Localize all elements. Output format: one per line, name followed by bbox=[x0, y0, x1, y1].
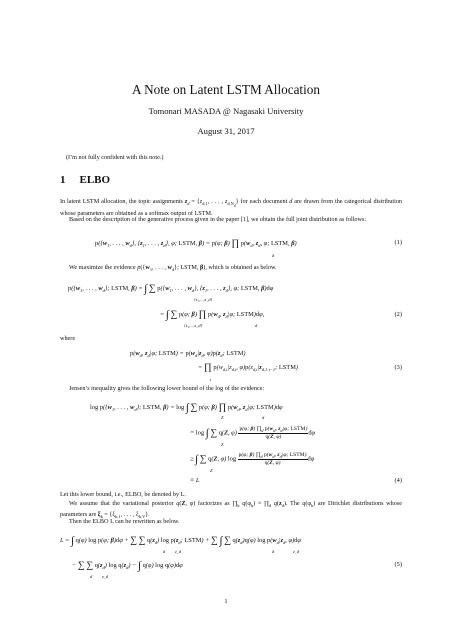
paper-author: Tomonari MASADA @ Nagasaki University bbox=[148, 106, 304, 116]
eq2-sum-index-1: {z₁,...,z_d} bbox=[194, 297, 213, 302]
paragraph-intro: In latent LSTM allocation, the topic assignments $z_d = \{z_{d,1}$, . . . , $z_{d,N_d}$} for each document d are drawn from the categorical distribution whose parameters are obtained as a softmax output of LSTM. bbox=[60, 198, 403, 218]
eq1-product-index: d bbox=[272, 253, 275, 258]
paper-date: August 31, 2017 bbox=[197, 126, 255, 136]
equation-number-1: (1) bbox=[394, 239, 402, 246]
equation-2-line-1: $p(\{w_1$, . . . , $w_d$}; LSTM, β) = ∫ ∑ $p(\{w_1$, . . . , $w_d$}, {$z_1$, . . . , $z_d$}, φ; LSTM, β)dφ bbox=[68, 283, 274, 295]
equation-number-3: (3) bbox=[394, 364, 402, 371]
paragraph-evidence: We maximize the evidence $p(\{w_1$, . . . , $w_d$}; LSTM, β), which is obtained as below. bbox=[69, 264, 277, 272]
equation-3-line-2: = ∏ $p(w_{d,t}|z_{d,t}$, $\varphi)p(z_{d,t}|z_{d,1:t-1}$; LSTM) bbox=[198, 363, 299, 373]
section-number: 1 bbox=[60, 174, 66, 186]
eq4-product-index-1: d bbox=[262, 415, 265, 420]
equation-1: $p(\{w_1$, . . . , $w_d$}, {$z_1$, . . . , $z_d$}, φ; LSTM, β) = p(φ; β) ∏ $p(w_d$, $z_d$, φ; LSTM, β) bbox=[95, 239, 297, 249]
author-note: (I’m not fully confident with this note.) bbox=[66, 154, 164, 161]
eq5-sum-index-d3: d bbox=[90, 574, 93, 579]
paper-title: A Note on Latent LSTM Allocation bbox=[132, 82, 320, 97]
paragraph-jensen: Jensen’s inequality gives the following lower bound of the log of the evidence: bbox=[69, 385, 265, 392]
eq2-product-index: d bbox=[255, 323, 258, 328]
eq2-sum-index-2: {z₁,...,z_d} bbox=[184, 323, 203, 328]
eq5-sum-index-d1: d bbox=[163, 549, 166, 554]
eq4-sum-index-3: Z bbox=[210, 468, 213, 473]
eq5-sum-index-z1: z_d bbox=[175, 549, 182, 554]
paragraph-generative: Based on the description of the generative process given in the paper [1], we obtain the full joint distribution as follows: bbox=[69, 216, 367, 223]
eq4-sum-index-2: Z bbox=[221, 442, 224, 447]
paragraph-where: where bbox=[60, 335, 76, 342]
equation-3-line-1: $p(w_d$, $z_d|\varphi$; LSTM) = $p(w_d|z_d$, $\varphi)p(z_d$; LSTM) bbox=[130, 350, 246, 358]
eq3-product-index: t bbox=[210, 377, 212, 382]
equation-5-line-2: − ∑ ∑ $q(z_d)$ $\log q(z_d)$ − ∫ q(φ) log q(φ)dφ bbox=[72, 560, 183, 572]
eq5-sum-index-d2: d bbox=[272, 549, 275, 554]
equation-number-2: (2) bbox=[394, 311, 402, 318]
paragraph-lower-bound: Let this lower bound, i.e., ELBO, be denoted by L. bbox=[60, 491, 186, 498]
paragraph-variational: We assume that the variational posterior q(Z, φ) factorizes as $\prod_k$ $q(\varphi_k)$ × $\prod_d$ $q(z_d)$. The $q(\varphi_k)$ are Dirichlet distributions whose parameters are $\xi_k = \{\xi_{k,1}$, . . . , $\xi_{k,V}$}. bbox=[60, 500, 402, 519]
section-heading bbox=[60, 174, 110, 186]
equation-4-line-4: ≡ L bbox=[190, 477, 200, 484]
paragraph-rewrite: Then the ELBO L can be rewritten as below. bbox=[69, 518, 180, 525]
equation-5-line-1: L = ∫ q(φ) log p(φ; β)dφ + ∑ ∑ $q(z_d)$ $\log p(z_d$; LSTM) + ∑ ∫ ∑ $q(z_d)q(\varphi)$ $\log p(w_d|z_d$, φ)dφ bbox=[60, 535, 301, 547]
equation-4-line-1: $\log p(\{w_1$, . . . , $w_d$}; LSTM, β) = log ∫ ∑ p(φ; β) ∏ $p(w_d$, $z_d|\varphi$; LSTM)dφ bbox=[90, 402, 283, 414]
equation-2-line-2: = ∫ ∑ p(φ; β) ∏ $p(w_d$, $z_d|\varphi$; LSTM)dφ, bbox=[160, 309, 265, 321]
eq5-sum-index-z2: z_d bbox=[293, 549, 300, 554]
equation-number-5: (5) bbox=[394, 561, 402, 568]
page-number: 1 bbox=[224, 598, 228, 605]
equation-4-line-2: = log ∫ ∑ q(Z, φ) $\frac{p(\varphi; \beta) \prod_d p(w_d, z_d|\varphi; LSTM)}{q(Z, \varphi)}$ dφ bbox=[190, 426, 316, 440]
equation-4-line-3: ≥ ∫ ∑ q(Z, φ) log $\frac{p(\varphi; \beta) \prod_d p(w_d, z_d|\varphi; LSTM)}{q(Z, \varphi)}$ dφ bbox=[190, 452, 315, 466]
equation-number-4: (4) bbox=[394, 477, 402, 484]
section-title: ELBO bbox=[79, 174, 111, 186]
eq4-sum-index-1: Z bbox=[221, 415, 224, 420]
eq5-sum-index-z3: z_d bbox=[102, 574, 109, 579]
